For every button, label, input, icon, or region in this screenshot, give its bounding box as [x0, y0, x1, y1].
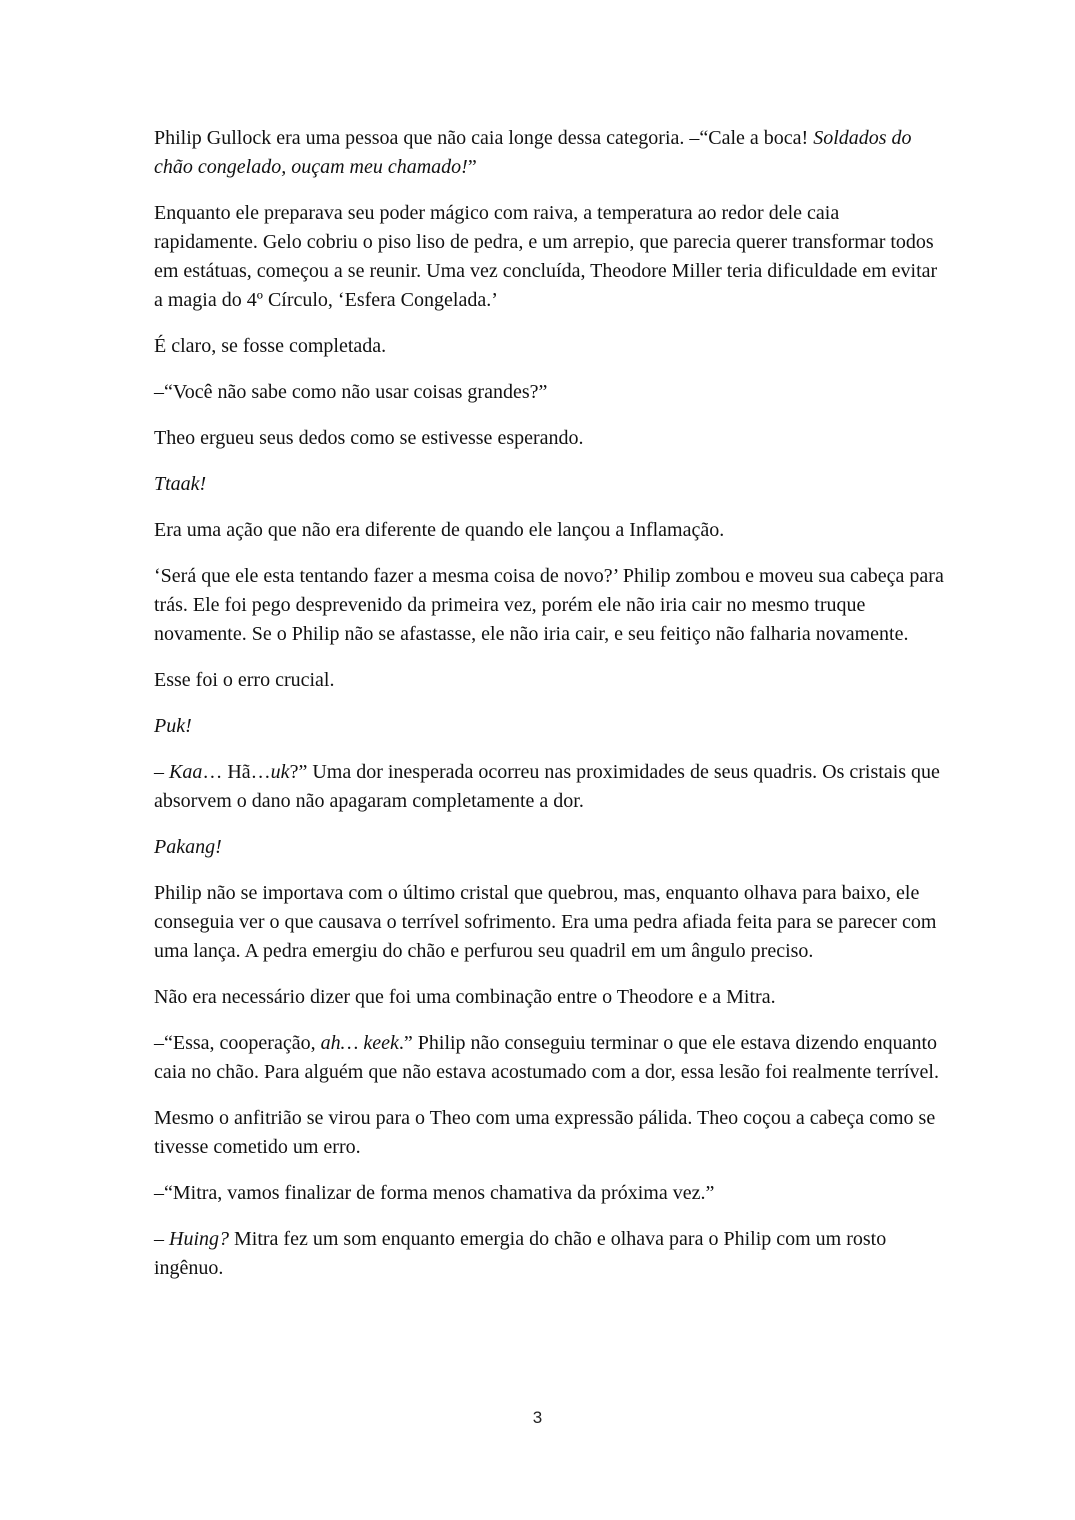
italic-text: Huing?: [169, 1228, 229, 1250]
text-run: Theo ergueu seus dedos como se estivesse esperando.: [154, 427, 584, 449]
paragraph: [154, 1179, 944, 1208]
text-run: Mitra fez um som enquanto emergia do chão e olhava para o Philip com um rosto ingênuo.: [154, 1228, 887, 1279]
italic-text: Pakang!: [154, 836, 222, 858]
text-run: Era uma ação que não era diferente de quando ele lançou a Inflamação.: [154, 519, 725, 541]
paragraph: [154, 983, 944, 1012]
text-run: –“Você não sabe como não usar coisas grandes?”: [154, 381, 548, 403]
italic-text: uk: [270, 761, 290, 783]
paragraph: [154, 124, 944, 182]
paragraph: [154, 199, 944, 315]
italic-text: Soldados do chão congelado, ouçam meu chamado!: [154, 127, 912, 178]
text-run: Não era necessário dizer que foi uma combinação entre o Theodore e a Mitra.: [154, 986, 776, 1008]
paragraph: [154, 470, 944, 499]
paragraph: [154, 424, 944, 453]
text-run: É claro, se fosse completada.: [154, 335, 387, 357]
text-run: –“Mitra, vamos finalizar de forma menos chamativa da próxima vez.”: [154, 1182, 715, 1204]
text-run: ‘Será que ele esta tentando fazer a mesma coisa de novo?’ Philip zombou e moveu sua cabeça para trás. Ele foi pego desprevenido da primeira vez, porém ele não iria cair no mesmo truque novamente. Se o Philip não se afastasse, ele não iria cair, e seu feitiço não falharia novamente.: [154, 565, 944, 645]
paragraph: [154, 332, 944, 361]
italic-text: Puk!: [154, 715, 192, 737]
text-run: Mesmo o anfitrião se virou para o Theo com uma expressão pálida. Theo coçou a cabeça como se tivesse cometido um erro.: [154, 1107, 936, 1158]
page-number: 3: [532, 1408, 543, 1427]
paragraph: [154, 712, 944, 741]
paragraph: [154, 879, 944, 966]
text-run: –: [154, 1228, 169, 1250]
text-run: Enquanto ele preparava seu poder mágico com raiva, a temperatura ao redor dele caia rapidamente. Gelo cobriu o piso liso de pedra, e um arrepio, que parecia querer transformar todos em estátuas, começou a se reunir. Uma vez concluída, Theodore Miller teria dificuldade em evitar a magia do 4º Círculo, ‘Esfera Congelada.’: [154, 202, 938, 311]
paragraph: [154, 758, 944, 816]
text-run: ”: [467, 156, 477, 178]
paragraph: [154, 1104, 944, 1162]
paragraph: [154, 516, 944, 545]
paragraph: [154, 1225, 944, 1283]
paragraph: [154, 1029, 944, 1087]
text-run: ?” Uma dor inesperada ocorreu nas proximidades de seus quadris. Os cristais que absorvem o dano não apagaram completamente a dor.: [154, 761, 940, 812]
italic-text: Ttaak!: [154, 473, 207, 495]
text-run: –: [154, 761, 169, 783]
text-run: –“Essa, cooperação,: [154, 1032, 321, 1054]
text-run: .” Philip não conseguiu terminar o que ele estava dizendo enquanto caia no chão. Para alguém que não estava acostumado com a dor, essa lesão foi realmente terrível.: [154, 1032, 939, 1083]
text-run: Philip não se importava com o último cristal que quebrou, mas, enquanto olhava para baixo, ele conseguia ver o que causava o terrível sofrimento. Era uma pedra afiada feita para se parecer com uma lança. A pedra emergiu do chão e perfurou seu quadril em um ângulo preciso.: [154, 882, 937, 962]
text-run: Esse foi o erro crucial.: [154, 669, 335, 691]
text-run: Philip Gullock era uma pessoa que não caia longe dessa categoria. –“Cale a boca!: [154, 127, 814, 149]
text-run: … Hã…: [202, 761, 271, 783]
italic-text: Kaa: [169, 761, 203, 783]
italic-text: ah… keek: [320, 1032, 399, 1054]
paragraph: [154, 833, 944, 862]
paragraph: [154, 666, 944, 695]
paragraph: [154, 378, 944, 407]
body-text: [154, 124, 944, 1300]
paragraph: [154, 562, 944, 649]
